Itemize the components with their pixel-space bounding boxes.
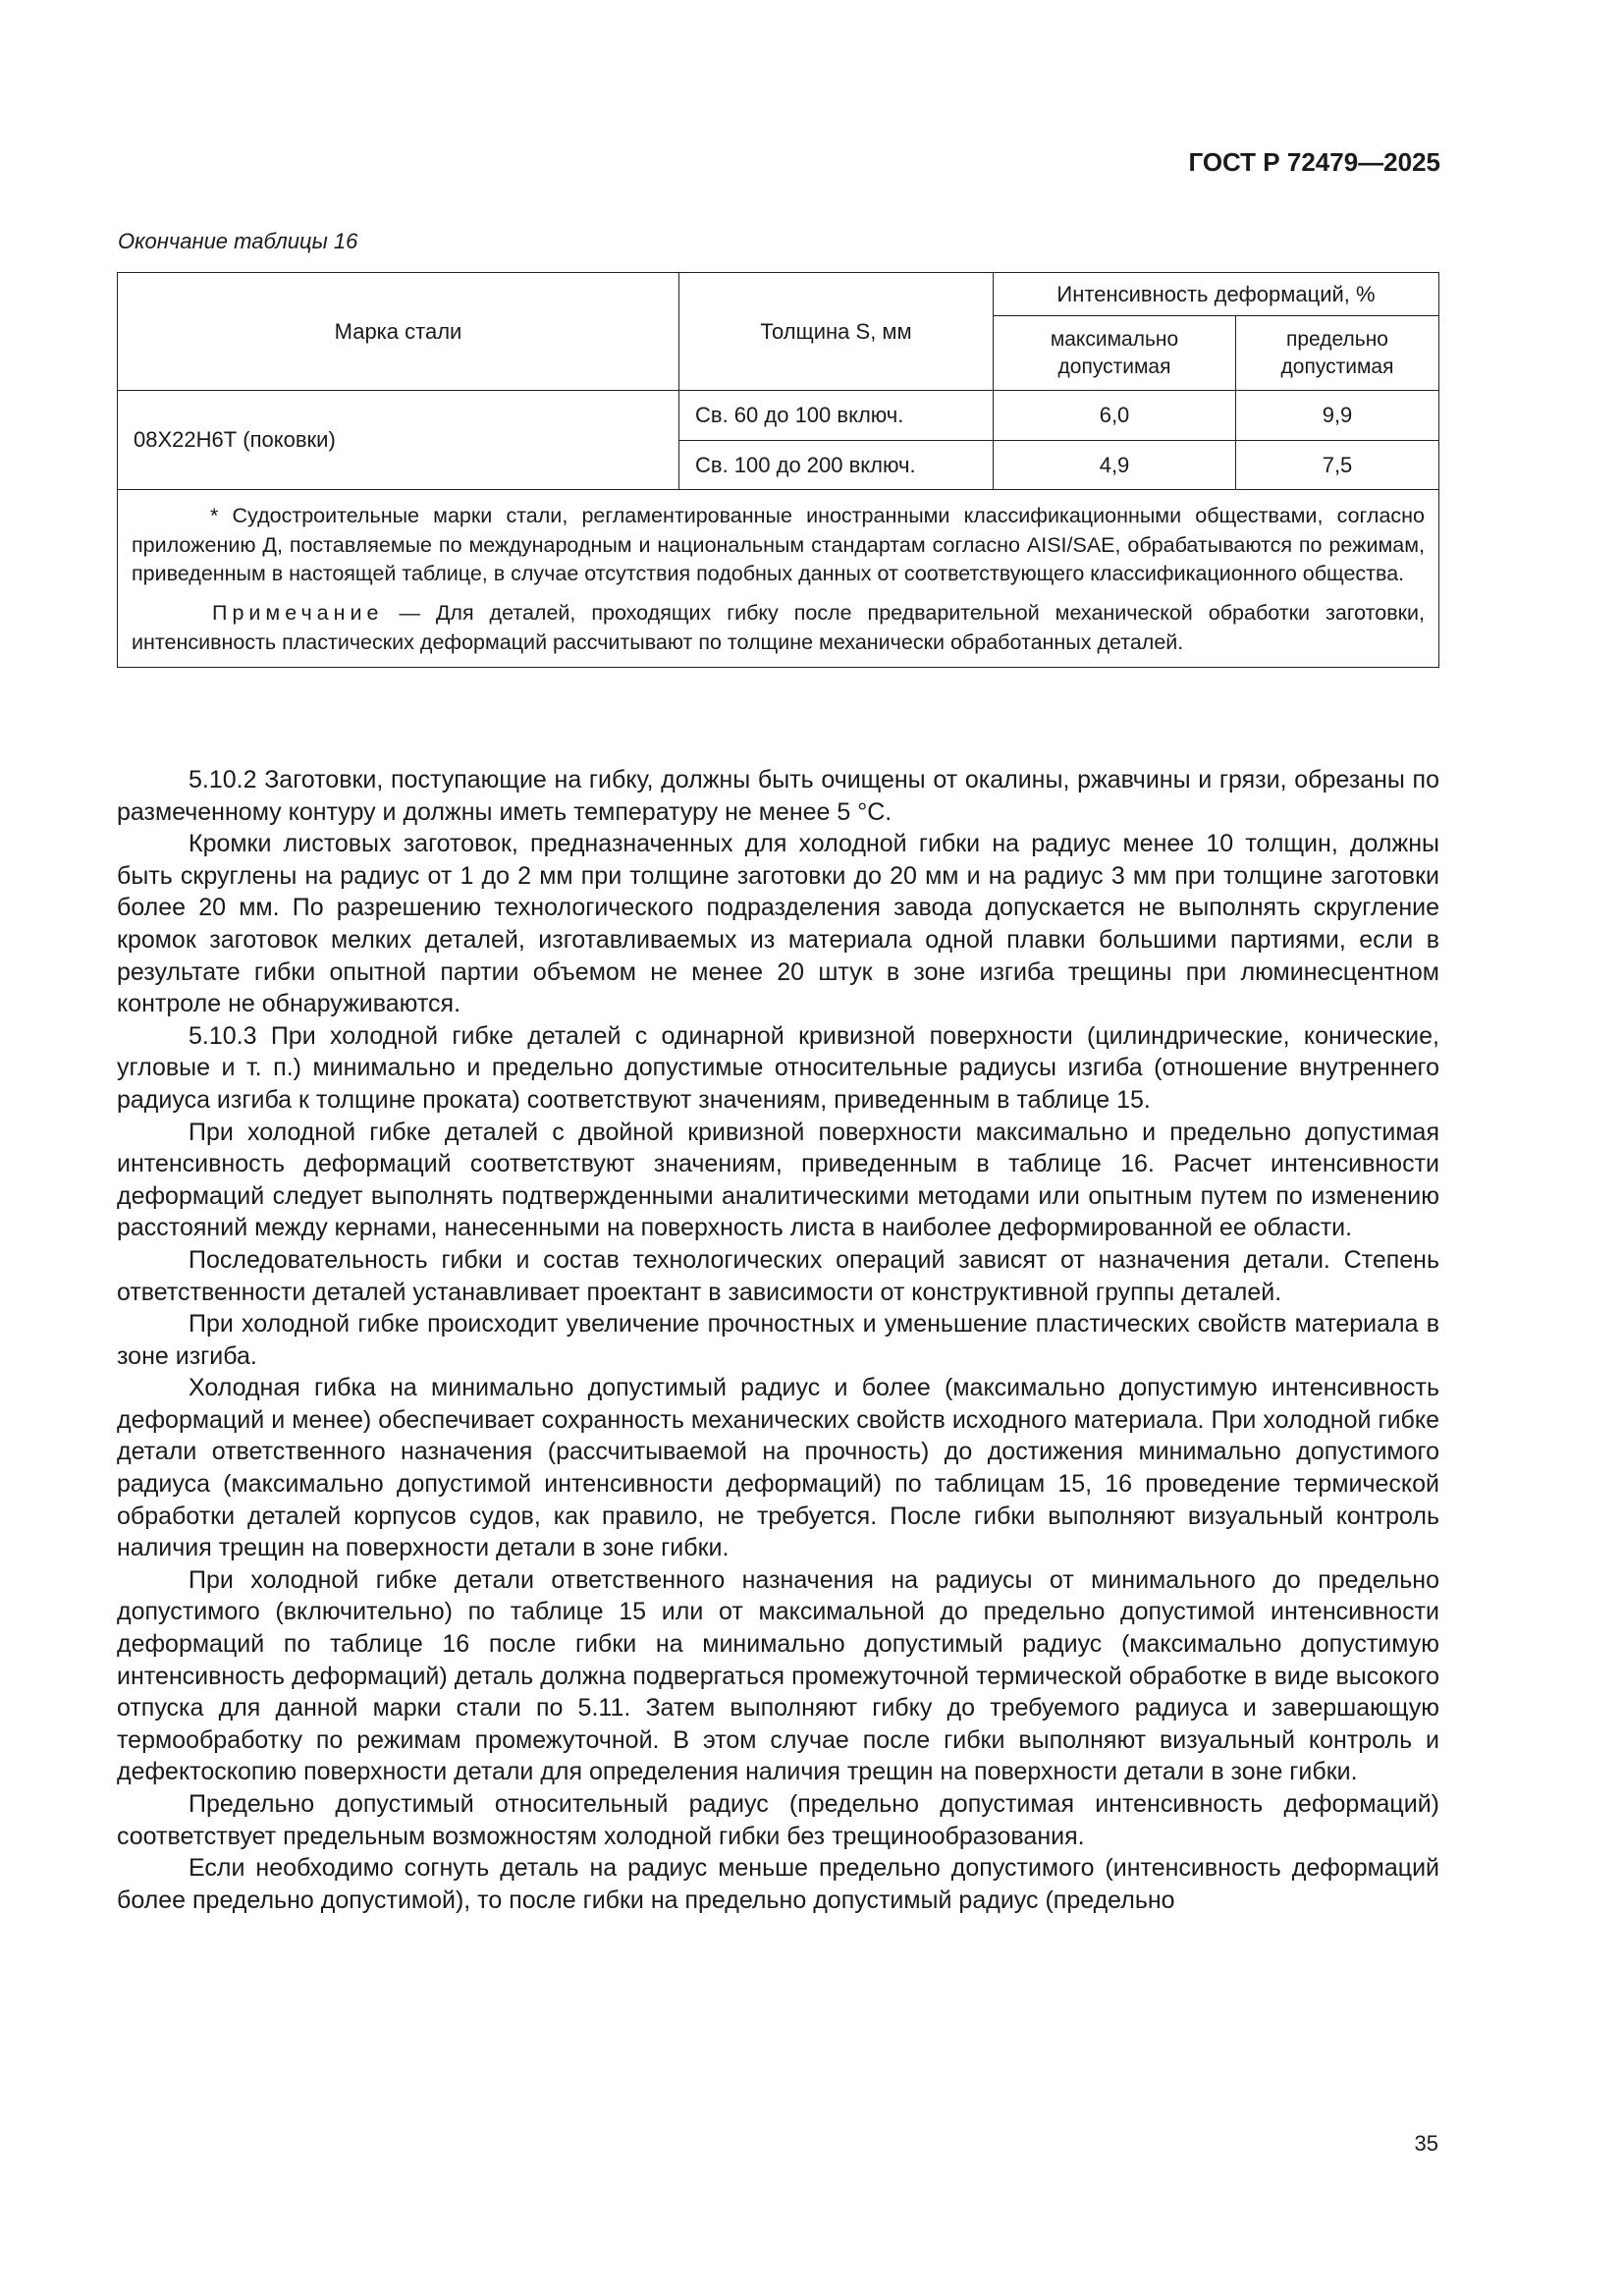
paragraph: При холодной гибке деталей с двойной кривизной поверхности максимально и предельно допустимая интенсивность деформаций соответствуют значениям, приведенным в таблице 16. Расчет интенсивности деформаций следует выполнять подтвержденными аналитическими методами или опытным путем по изменению расстояний между кернами, нанесенными на поверхность листа в наиболее деформированной ее области. <box>117 1118 1439 1242</box>
table-notes <box>118 490 1439 668</box>
paragraph: Последовательность гибки и состав технологических операций зависят от назначения детали. Степень ответственности деталей устанавливает проектант в зависимости от конструктивной группы деталей. <box>117 1245 1439 1306</box>
limit-value-cell: 9,9 <box>1236 391 1439 441</box>
thickness-cell: Св. 100 до 200 включ. <box>679 441 994 490</box>
col-header-steel-grade: Марка стали <box>118 273 679 391</box>
paragraph: Холодная гибка на минимально допустимый радиус и более (максимально допустимую интенсивность деформаций и менее) обеспечивает сохранность механических свойств исходного материала. При холодной гибке детали ответственного назначения (рассчитываемой на прочность) до достижения минимально допустимого радиуса (максимально допустимой интенсивности деформаций) по таблицам 15, 16 проведение термической обработки деталей корпусов судов, как правило, не требуется. После гибки выполняют визуальный контроль наличия трещин на поверхности детали в зоне гибки. <box>117 1374 1439 1562</box>
paragraph: 5.10.3 При холодной гибке деталей с одинарной кривизной поверхности (цилиндрические, конические, угловые и т. п.) минимально и предельно допустимые относительные радиусы изгиба (отношение внутреннего радиуса изгиба к толщине проката) соответствуют значениям, приведенным в таблице 15. <box>117 1021 1439 1114</box>
paragraph: Кромки листовых заготовок, предназначенных для холодной гибки на радиус менее 10 толщин, должны быть скруглены на радиус от 1 до 2 мм при толщине заготовки до 20 мм и на радиус 3 мм при толщине заготовки более 20 мм. По разрешению технологического подразделения завода допускается не выполнять скругление кромок заготовок мелких деталей, изготавливаемых из материала одной плавки большими партиями, если в результате гибки опытной партии объемом не менее 20 штук в зоне изгиба трещины при люминесцентном контроле не обнаруживаются. <box>117 830 1439 1018</box>
paragraph: 5.10.2 Заготовки, поступающие на гибку, должны быть очищены от окалины, ржавчины и грязи, обрезаны по размеченному контуру и должны иметь температуру не менее 5 °С. <box>117 766 1439 826</box>
max-value-cell: 6,0 <box>994 391 1236 441</box>
table-note <box>132 599 1425 657</box>
steel-grade-cell: 08Х22Н6Т (поковки) <box>118 391 679 490</box>
col-header-max-allowed: максимально допустимая <box>994 316 1236 391</box>
paragraph: Предельно допустимый относительный радиус (предельно допустимая интенсивность деформаций) соответствует предельным возможностям холодной гибки без трещинообразования. <box>117 1790 1439 1850</box>
paragraph: При холодной гибке детали ответственного назначения на радиусы от минимального до предельно допустимого (включительно) по таблице 15 или от максимальной до предельно допустимой интенсивности деформаций по таблице 16 после гибки на минимально допустимый радиус (максимально допустимую интенсивность деформаций) деталь должна подвергаться промежуточной термической обработке в виде высокого отпуска для данной марки стали по 5.11. Затем выполняют гибку до требуемого радиуса и завершающую термообработку по режимам промежуточной. В этом случае после гибки выполняют визуальный контроль и дефектоскопию поверхности детали для определения наличия трещин на поверхности детали в зоне гибки. <box>117 1565 1439 1786</box>
note-text: — Для деталей, проходящих гибку после предварительной механической обработки заготовки, интенсивность пластических деформаций рассчитывают по толщине механически обработанных деталей. <box>132 600 1425 654</box>
document-id: ГОСТ Р 72479—2025 <box>1188 147 1440 177</box>
col-header-limit-allowed: предельно допустимая <box>1236 316 1439 391</box>
limit-value-cell: 7,5 <box>1236 441 1439 490</box>
col-header-thickness: Толщина S, мм <box>679 273 994 391</box>
paragraph: При холодной гибке происходит увеличение прочностных и уменьшение пластических свойств материала в зоне изгиба. <box>117 1310 1439 1370</box>
table-footnote: * Судостроительные марки стали, регламентированные иностранными классификационными обществами, согласно приложению Д, поставляемые по международным и национальным стандартам согласно AISI/SAE, обрабатываются по режимам, приведенным в настоящей таблице, в случае отсутствия подобных данных от соответствующего классификационного общества. <box>132 504 1425 586</box>
note-label: Примечание <box>212 600 384 625</box>
thickness-cell: Св. 60 до 100 включ. <box>679 391 994 441</box>
page-number: 35 <box>1414 2131 1438 2156</box>
max-value-cell: 4,9 <box>994 441 1236 490</box>
col-header-intensity: Интенсивность деформаций, % <box>994 273 1439 316</box>
paragraph: Если необходимо согнуть деталь на радиус меньше предельно допустимого (интенсивность деформаций более предельно допустимой), то после гибки на предельно допустимый радиус (предельно <box>117 1854 1439 1914</box>
table-16 <box>117 272 1439 668</box>
body-text <box>117 764 1439 1916</box>
table-caption: Окончание таблицы 16 <box>118 229 358 253</box>
table-row <box>118 391 1439 441</box>
